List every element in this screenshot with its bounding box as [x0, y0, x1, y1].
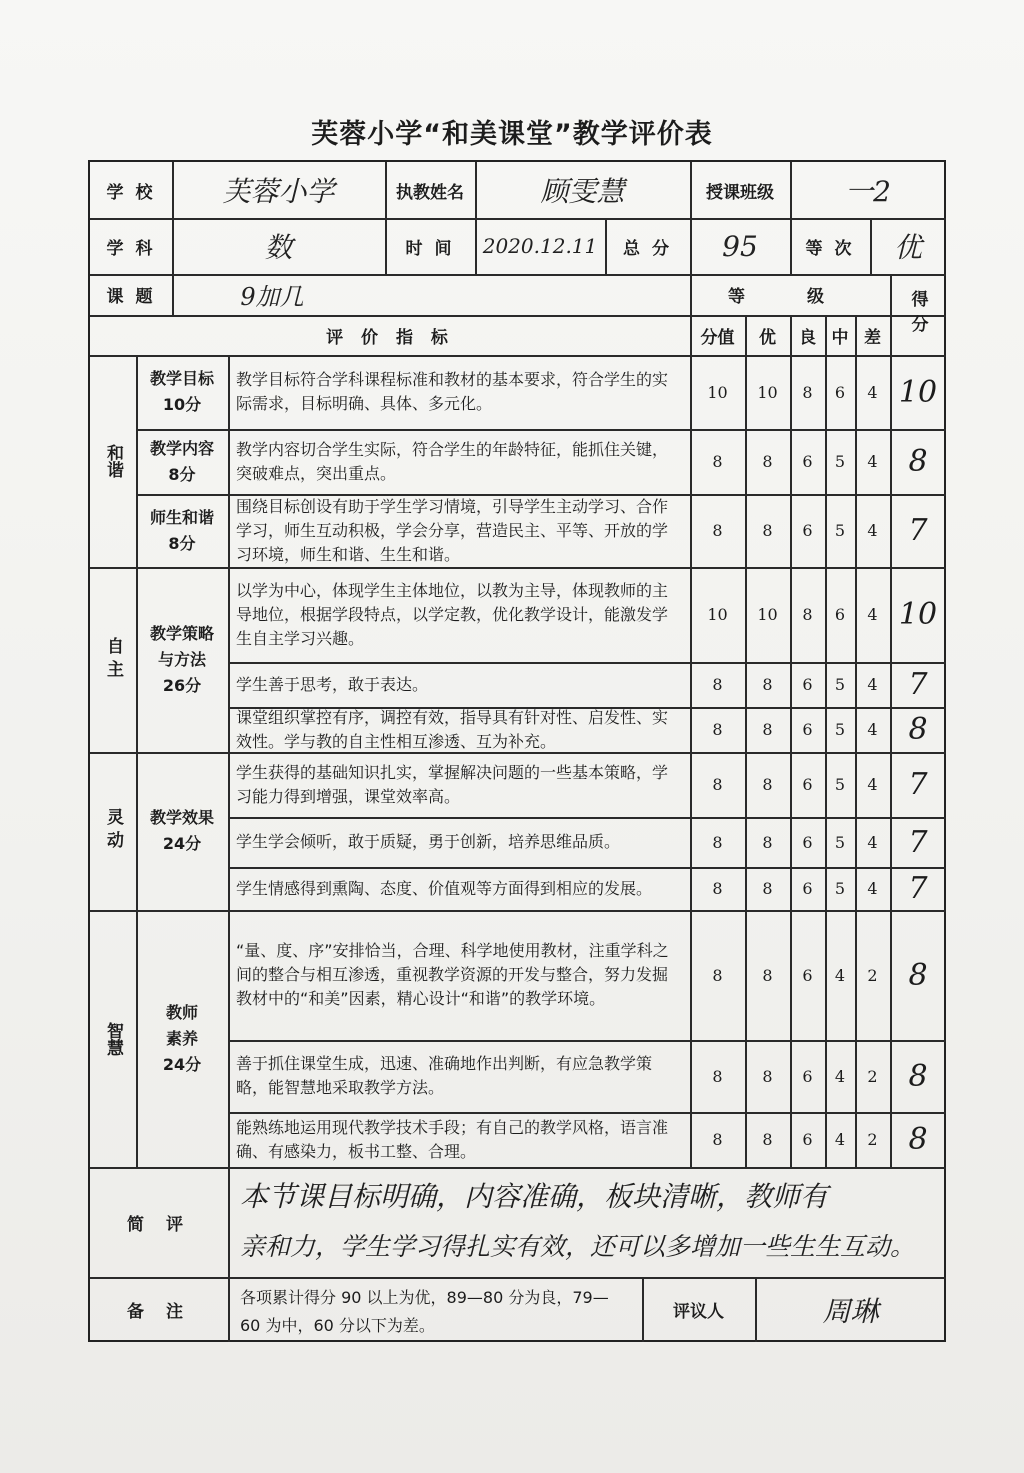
- level-poor-cell: 4: [867, 720, 878, 739]
- time-label: 时 间: [405, 238, 455, 259]
- comment-label: 简 评: [127, 1214, 191, 1235]
- subcategory-points: 24分: [162, 834, 202, 853]
- subject-label: 学 科: [106, 238, 156, 259]
- level-good-cell: 6: [802, 1130, 813, 1149]
- score-cell: 7: [908, 767, 928, 802]
- score-cell: 8: [908, 1058, 928, 1094]
- score-header: 得分: [907, 290, 928, 340]
- level-good-cell: 6: [802, 1066, 813, 1086]
- level-value-cell: 8: [712, 1130, 723, 1149]
- level-good-cell: 8: [802, 605, 813, 624]
- grade-label: 等 次: [805, 238, 855, 259]
- subcategory-label: 教学效果: [149, 808, 214, 827]
- level-value-cell: 10: [707, 605, 728, 624]
- level-value-cell: 8: [712, 720, 723, 739]
- indicator-text: 教学内容切合学生实际，符合学生的年龄特征，能抓住关键，突破难点，突出重点。: [236, 439, 669, 483]
- level-poor-cell: 2: [867, 1130, 878, 1149]
- form-title: 芙蓉小学“和美课堂”教学评价表: [311, 119, 713, 150]
- level-excellent-cell: 8: [762, 452, 773, 471]
- indicator-text: 学生情感得到熏陶、态度、价值观等方面得到相应的发展。: [236, 878, 653, 898]
- teacher-label: 执教姓名: [396, 182, 464, 203]
- subcategory-strategy-method: [136, 567, 228, 752]
- level-excellent-cell: 8: [762, 832, 773, 852]
- level-value-cell: 8: [712, 965, 723, 985]
- poor-header: 差: [864, 327, 881, 348]
- level-excellent-cell: 8: [762, 775, 773, 794]
- indicator-text: 围绕目标创设有助于学生学习情境，引导学生主动学习、合作学习，师生互动积极，学会分享，营造民主、平等、开放的学习环境，师生和谐、生生和谐。: [236, 496, 669, 564]
- level-excellent-cell: 10: [757, 605, 778, 624]
- subcategory-label: 教学目标: [149, 369, 214, 388]
- indicator-text: “量、度、序”安排恰当，合理、科学地使用教材，注重学科之间的整合与相互渗透，重视教学资源的开发与整合，努力发掘教材中的“和美”因素，精心设计“和谐”的教学环境。: [236, 941, 669, 1008]
- level-medium-cell: 5: [834, 832, 846, 852]
- score-cell: 10: [898, 597, 938, 632]
- level-good-cell: 6: [802, 965, 813, 985]
- level-group-header: 等 级: [728, 287, 852, 307]
- level-poor-cell: 4: [867, 675, 878, 694]
- level-poor-cell: 4: [867, 775, 878, 794]
- level-medium-cell: 5: [834, 775, 846, 794]
- level-value-cell: 8: [712, 675, 723, 694]
- grade-value: 优: [893, 231, 922, 264]
- level-excellent-cell: 8: [762, 675, 773, 694]
- subcategory-teaching-content: [136, 429, 228, 494]
- evaluator-signature: 周琳: [822, 1294, 879, 1328]
- good-header: 良: [799, 327, 816, 348]
- level-good-cell: 6: [802, 452, 813, 471]
- total-label: 总 分: [623, 238, 672, 259]
- level-excellent-cell: 8: [762, 1130, 773, 1149]
- indicator-text: 善于抓住课堂生成，迅速、准确地作出判断，有应急教学策略，能智慧地采取教学方法。: [236, 1054, 653, 1097]
- subject-value: 数: [264, 231, 293, 264]
- score-cell: 7: [908, 824, 928, 860]
- level-excellent-cell: 8: [762, 879, 773, 898]
- indicator-text: 学生学会倾听，敢于质疑，勇于创新，培养思维品质。: [236, 832, 621, 851]
- level-value-cell: 8: [712, 521, 723, 540]
- level-poor-cell: 4: [867, 605, 878, 624]
- level-value-cell: 8: [712, 1066, 723, 1086]
- topic-value: 9加几: [240, 283, 304, 311]
- school-label: 学 校: [106, 182, 156, 203]
- level-poor-cell: 4: [867, 832, 878, 852]
- level-medium-cell: 5: [834, 720, 846, 739]
- indicator-text: 以学为中心，体现学生主体地位，以教为主导，体现教师的主导地位，根据学段特点，以学定教，优化教学设计，能激发学生自主学习兴趣。: [236, 580, 669, 648]
- subcategory-points: 26分: [162, 675, 202, 695]
- score-cell: 8: [908, 712, 928, 747]
- level-value-cell: 10: [707, 382, 728, 402]
- subcategory-points: 8分: [168, 533, 196, 553]
- category-harmony: [90, 355, 136, 567]
- level-excellent-cell: 8: [762, 521, 773, 540]
- level-medium-cell: 5: [834, 452, 846, 471]
- level-medium-cell: 4: [834, 965, 846, 985]
- level-poor-cell: 4: [867, 521, 878, 540]
- excellent-header: 优: [759, 327, 776, 348]
- level-value-cell: 8: [712, 832, 723, 852]
- level-poor-cell: 2: [867, 965, 878, 985]
- indicator-text: 学生善于思考，敢于表达。: [236, 674, 429, 694]
- level-excellent-cell: 8: [762, 1066, 773, 1086]
- subcategory-label: 师生和谐: [149, 507, 214, 527]
- level-good-cell: 6: [802, 521, 813, 540]
- level-medium-cell: 5: [834, 879, 846, 898]
- subcategory-teaching-goal: [136, 355, 228, 429]
- level-poor-cell: 2: [867, 1066, 878, 1086]
- comment-line-1: 本节课目标明确，内容准确，板块清晰，教师有: [240, 1180, 829, 1213]
- category-agility: [90, 752, 136, 910]
- total-value: 95: [722, 229, 758, 263]
- category-label: 智慧: [103, 1021, 123, 1056]
- score-cell: 10: [898, 374, 938, 410]
- indicator-text: 课堂组织掌控有序，调控有效，指导具有针对性、启发性、实效性。学与教的自主性相互渗透、互为补充。: [236, 707, 669, 751]
- level-good-cell: 6: [802, 879, 813, 898]
- class-value: 一2: [845, 175, 891, 208]
- medium-header: 中: [831, 327, 849, 348]
- subcategory-label: 教师素养: [165, 1002, 198, 1048]
- col-divider: [228, 1167, 230, 1342]
- level-excellent-cell: 8: [762, 720, 773, 739]
- indicator-text: 学生获得的基础知识扎实，掌握解决问题的一些基本策略，学习能力得到增强，课堂效率高。: [236, 762, 669, 806]
- level-medium-cell: 6: [834, 382, 846, 402]
- subcategory-label: 教学策略与方法: [149, 623, 214, 669]
- subcategory-label: 教学内容: [149, 438, 214, 458]
- level-good-cell: 6: [802, 720, 813, 739]
- level-good-cell: 6: [802, 832, 813, 852]
- remarks-text-2: 60 为中，60 分以下为差。: [240, 1316, 435, 1335]
- category-wisdom: [90, 910, 136, 1167]
- score-cell: 7: [908, 871, 928, 906]
- indicator-text: 能熟练地运用现代教学技术手段；有自己的教学风格，语言准确、有感染力，板书工整、合理。: [236, 1117, 669, 1161]
- school-value: 芙蓉小学: [222, 175, 335, 208]
- level-good-cell: 6: [802, 675, 813, 694]
- score-cell: 7: [908, 667, 928, 702]
- level-medium-cell: 4: [834, 1066, 846, 1086]
- score-cell: 8: [908, 957, 928, 993]
- level-value-cell: 8: [712, 879, 723, 898]
- level-medium-cell: 4: [834, 1130, 846, 1149]
- subcategory-teacher-quality: [136, 910, 228, 1167]
- topic-label: 课 题: [106, 287, 156, 307]
- level-medium-cell: 5: [834, 521, 846, 540]
- category-label: 和谐: [103, 444, 123, 478]
- remarks-label: 备 注: [127, 1302, 191, 1322]
- level-medium-cell: 5: [834, 675, 846, 694]
- class-label: 授课班级: [706, 182, 774, 203]
- subcategory-teaching-effect: [136, 752, 228, 910]
- level-medium-cell: 6: [834, 605, 846, 624]
- points-header: 分值: [700, 327, 735, 348]
- level-poor-cell: 4: [867, 879, 878, 898]
- score-cell: 8: [908, 1122, 928, 1157]
- remarks-text-1: 各项累计得分 90 以上为优，89—80 分为良，79—: [240, 1288, 609, 1307]
- level-excellent-cell: 10: [757, 382, 778, 402]
- comment-line-2: 亲和力，学生学习得扎实有效，还可以多增加一些生生互动。: [240, 1232, 916, 1261]
- indicator-text: 教学目标符合学科课程标准和教材的基本要求，符合学生的实际需求，目标明确、具体、多元化。: [236, 370, 669, 413]
- evaluator-label: 评议人: [673, 1302, 724, 1322]
- subcategory-teacher-student-harmony: [136, 494, 228, 567]
- level-excellent-cell: 8: [762, 965, 773, 985]
- level-good-cell: 8: [802, 382, 813, 402]
- subcategory-points: 24分: [162, 1054, 202, 1074]
- category-autonomy: [90, 567, 136, 752]
- score-cell: 8: [908, 444, 928, 479]
- teacher-value: 顾雯慧: [540, 175, 625, 208]
- level-poor-cell: 4: [867, 452, 878, 471]
- level-value-cell: 8: [712, 452, 723, 471]
- category-label: 自主: [103, 636, 123, 683]
- level-value-cell: 8: [712, 775, 723, 794]
- subcategory-points: 10分: [162, 395, 202, 414]
- score-cell: 7: [908, 513, 928, 548]
- level-poor-cell: 4: [867, 382, 878, 402]
- indicator-header: 评 价 指 标: [326, 327, 454, 348]
- level-good-cell: 6: [802, 775, 813, 794]
- category-label: 灵动: [103, 808, 123, 854]
- time-value: 2020.12.11: [482, 234, 598, 258]
- subcategory-points: 8分: [168, 464, 196, 484]
- evaluation-form: [88, 160, 946, 1342]
